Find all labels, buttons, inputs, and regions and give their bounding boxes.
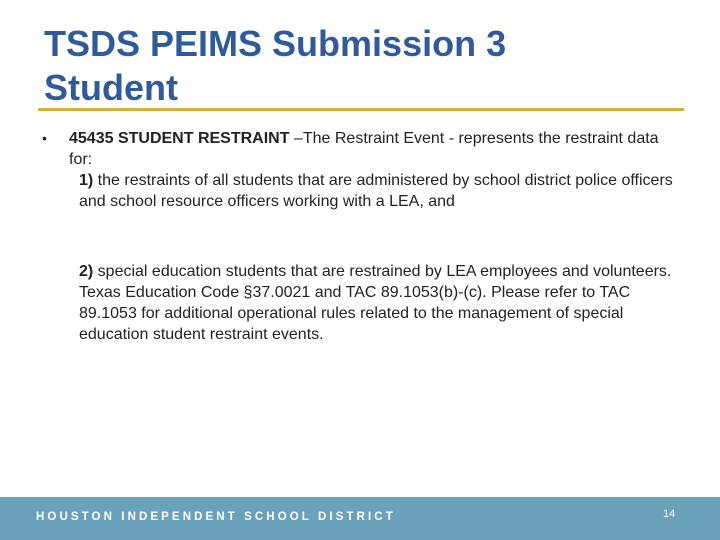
title-line-1: TSDS PEIMS Submission 3 — [44, 23, 507, 64]
page-number: 14 — [663, 508, 676, 520]
slide-title — [44, 22, 684, 110]
title-underline — [38, 108, 684, 111]
reference-text: Texas Education Code §37.0021 and TAC 89.1053(b)-(c). Please refer to TAC 89.1053 for additional operational rules related to the management of special education student restraint events. — [79, 284, 631, 343]
point-2-text: special education students that are restrained by LEA employees and volunteers. — [93, 263, 672, 280]
bullet-icon: • — [42, 130, 47, 146]
point-1-text: the restraints of all students that are administered by school district police officers and school resource officers working with a LEA, and — [79, 172, 673, 210]
footer-org-name: HOUSTON INDEPENDENT SCHOOL DISTRICT — [36, 511, 396, 523]
point-2 — [42, 261, 682, 282]
item-description: –The Restraint Event - represents the restraint data for: — [69, 130, 659, 168]
point-2-number: 2) — [79, 263, 94, 280]
title-line-2: Student — [44, 67, 178, 108]
item-code: 45435 STUDENT RESTRAINT — [69, 130, 290, 147]
point-1-number: 1) — [79, 172, 94, 189]
point-1 — [42, 170, 682, 212]
footer-bar — [0, 497, 720, 540]
bullet-item — [42, 128, 682, 170]
slide-body — [42, 128, 682, 345]
